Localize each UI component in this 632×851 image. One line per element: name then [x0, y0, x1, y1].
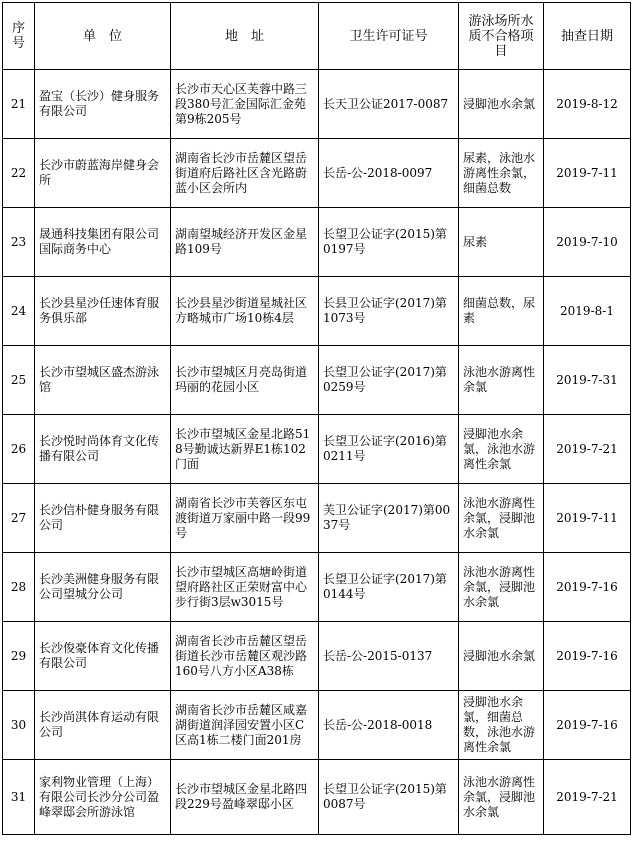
cell-date: 2019-8-12 [544, 70, 631, 139]
cell-address: 长沙市望城区高塘岭街道望府路社区正荣财富中心步行街3层w3015号 [171, 553, 319, 622]
cell-address: 湖南望城经济开发区金星路109号 [171, 208, 319, 277]
cell-address: 湖南省长沙市岳麓区望岳街道长沙市岳麓区观沙路160号八方小区A38栋 [171, 622, 319, 691]
header-items: 游泳场所水质不合格项目 [459, 3, 544, 70]
cell-seq: 29 [3, 622, 35, 691]
cell-license: 芙卫公证字(2017)第0037号 [319, 484, 459, 553]
cell-date: 2019-7-21 [544, 760, 631, 835]
header-address: 地 址 [171, 3, 319, 70]
cell-license: 长望卫公证字(2015)第0087号 [319, 760, 459, 835]
cell-seq: 28 [3, 553, 35, 622]
cell-unit: 长沙市蔚蓝海岸健身会所 [35, 139, 171, 208]
cell-date: 2019-7-21 [544, 415, 631, 484]
cell-license: 长县卫公证字(2017)第1073号 [319, 277, 459, 346]
table-row [3, 553, 631, 622]
cell-items: 浸脚池水余氯，泳池水游离性余氯 [459, 415, 544, 484]
table-row [3, 208, 631, 277]
cell-address: 长沙市天心区芙蓉中路三段380号汇金国际汇金苑第9栋205号 [171, 70, 319, 139]
cell-unit: 长沙县星沙任速体育服务俱乐部 [35, 277, 171, 346]
header-seq: 序号 [3, 3, 35, 70]
cell-seq: 27 [3, 484, 35, 553]
cell-date: 2019-7-11 [544, 139, 631, 208]
cell-address: 湖南省长沙市岳麓区望岳街道府后路社区含光路蔚蓝小区会所内 [171, 139, 319, 208]
cell-unit: 长沙信朴健身服务有限公司 [35, 484, 171, 553]
cell-license: 长岳-公-2015-0137 [319, 622, 459, 691]
cell-unit: 长沙俊豪体育文化传播有限公司 [35, 622, 171, 691]
table-row [3, 139, 631, 208]
table-row [3, 622, 631, 691]
table-row [3, 415, 631, 484]
cell-unit: 长沙尚淇体育运动有限公司 [35, 691, 171, 760]
cell-license: 长岳-公-2018-0018 [319, 691, 459, 760]
table-row [3, 277, 631, 346]
table-row [3, 691, 631, 760]
cell-items: 尿素 [459, 208, 544, 277]
cell-seq: 26 [3, 415, 35, 484]
cell-items: 细菌总数，尿素 [459, 277, 544, 346]
table-row [3, 760, 631, 835]
cell-date: 2019-7-16 [544, 622, 631, 691]
cell-date: 2019-7-16 [544, 553, 631, 622]
cell-items: 泳池水游离性余氯，浸脚池水余氯 [459, 484, 544, 553]
cell-seq: 21 [3, 70, 35, 139]
cell-unit: 盈宝（长沙）健身服务有限公司 [35, 70, 171, 139]
cell-address: 湖南省长沙市岳麓区咸嘉湖街道润泽园安置小区C区高1栋二楼门面201房 [171, 691, 319, 760]
cell-seq: 24 [3, 277, 35, 346]
cell-seq: 22 [3, 139, 35, 208]
cell-address: 长沙市望城区月亮岛街道玛丽的花园小区 [171, 346, 319, 415]
cell-date: 2019-7-11 [544, 484, 631, 553]
cell-unit: 家利物业管理（上海）有限公司长沙分公司盈峰翠邸会所游泳馆 [35, 760, 171, 835]
cell-items: 浸脚池水余氯 [459, 622, 544, 691]
table-row [3, 70, 631, 139]
cell-license: 长望卫公证字(2015)第0197号 [319, 208, 459, 277]
header-date: 抽查日期 [544, 3, 631, 70]
cell-items: 浸脚池水余氯 [459, 70, 544, 139]
cell-address: 长沙市望城区金星北路518号勤诚达新界E1栋102门面 [171, 415, 319, 484]
header-license: 卫生许可证号 [319, 3, 459, 70]
cell-address: 长沙县星沙街道星城社区方略城市广场10栋4层 [171, 277, 319, 346]
cell-unit: 长沙美洲健身服务有限公司望城分公司 [35, 553, 171, 622]
cell-unit: 晟通科技集团有限公司国际商务中心 [35, 208, 171, 277]
cell-address: 湖南省长沙市芙蓉区东屯渡街道万家丽中路一段99号 [171, 484, 319, 553]
cell-date: 2019-8-1 [544, 277, 631, 346]
header-unit: 单 位 [35, 3, 171, 70]
cell-items: 泳池水游离性余氯，浸脚池水余氯 [459, 760, 544, 835]
table-row [3, 484, 631, 553]
inspection-table [2, 2, 631, 835]
cell-unit: 长沙悦时尚体育文化传播有限公司 [35, 415, 171, 484]
cell-items: 尿素，泳池水游离性余氯，细菌总数 [459, 139, 544, 208]
cell-items: 泳池水游离性余氯，浸脚池水余氯 [459, 553, 544, 622]
cell-seq: 31 [3, 760, 35, 835]
cell-items: 泳池水游离性余氯 [459, 346, 544, 415]
cell-date: 2019-7-16 [544, 691, 631, 760]
cell-license: 长望卫公证字(2016)第0211号 [319, 415, 459, 484]
cell-seq: 23 [3, 208, 35, 277]
cell-address: 长沙市望城区金星北路四段229号盈峰翠邸小区 [171, 760, 319, 835]
cell-date: 2019-7-10 [544, 208, 631, 277]
cell-license: 长望卫公证字(2017)第0259号 [319, 346, 459, 415]
cell-license: 长望卫公证字(2017)第0144号 [319, 553, 459, 622]
cell-seq: 25 [3, 346, 35, 415]
cell-items: 浸脚池水余氯，细菌总数，泳池水游离性余氯 [459, 691, 544, 760]
table-row [3, 346, 631, 415]
cell-unit: 长沙市望城区盛杰游泳馆 [35, 346, 171, 415]
cell-date: 2019-7-31 [544, 346, 631, 415]
cell-seq: 30 [3, 691, 35, 760]
cell-license: 长天卫公证2017-0087 [319, 70, 459, 139]
header-row [3, 3, 631, 70]
cell-license: 长岳-公-2018-0097 [319, 139, 459, 208]
